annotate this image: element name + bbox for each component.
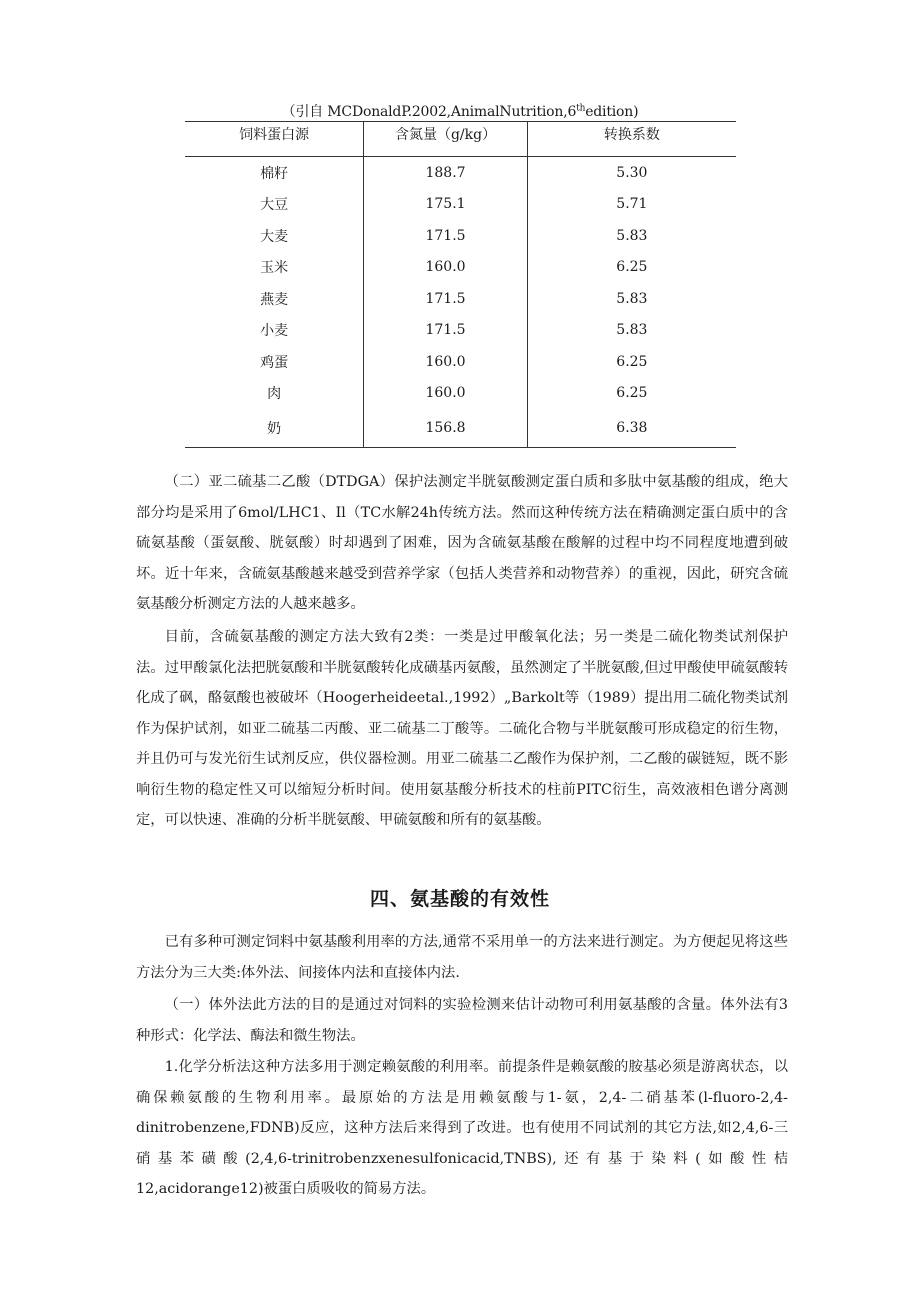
table-row bbox=[185, 189, 736, 221]
paragraph-text: 目前，含硫氨基酸的测定方法大致有2类：一类是过甲酸氧化法；另一类是二硫化物类试剂保护法。过甲酸氯化法把胱氨酸和半胱氨酸转化成磺基丙氨酸，虽然测定了半胱氨酸,但过甲酸使甲硫氨酸转化成了砜，酪氨酸也被破坏（Hoogerheideetal.,1992）„Barkolt等（1989）提出用二硫化物类试剂作为保护试剂，如亚二硫基二丙酸、亚二硫基二丁酸等。二硫化合物与半胱氨酸可形成稳定的衍生物，并且仍可与发光衍生试剂反应，供仪器检测。用亚二硫基二乙酸作为保护剂，二乙酸的碳链短，既不影响衍生物的稳定性又可以缩短分析时间。使用氨基酸分析技术的柱前PITC衍生，高效液相色谱分离测定，可以快速、准确的分析半胱氨酸、甲硫氨酸和所有的氨基酸。 bbox=[136, 629, 788, 828]
table-row bbox=[185, 157, 736, 189]
table-row bbox=[185, 220, 736, 252]
cell-source: 燕麦 bbox=[260, 291, 289, 308]
nitrogen-conversion-table bbox=[185, 121, 736, 448]
header-nitrogen-content: 含氮量（g/kg） bbox=[364, 122, 528, 157]
paragraph-availability-intro bbox=[136, 927, 788, 988]
cell-source: 小麦 bbox=[260, 323, 289, 340]
table-row bbox=[185, 252, 736, 284]
paragraph-text: （二）亚二硫基二乙酸（DTDGA）保护法测定半胱氨酸测定蛋白质和多肽中氨基酸的组成，绝大部分均是采用了6mol/LHC1、Il（TC水解24h传统方法。然而这种传统方法在精确测定蛋白质中的含硫氨基酸（蛋氨酸、胱氨酸）时却遇到了困难，因为含硫氨基酸在酸解的过程中均不同程度地遭到破坏。近十年来，含硫氨基酸越来越受到营养学家（包括人类营养和动物营养）的重视，因此，研究含硫氨基酸分析测定方法的人越来越多。 bbox=[136, 474, 788, 612]
caption-suffix: edition) bbox=[585, 104, 639, 120]
cell-factor: 6.38 bbox=[527, 409, 736, 448]
section-heading: 四、氨基酸的有效性 bbox=[369, 888, 550, 910]
cell-source: 奶 bbox=[185, 409, 364, 448]
paragraph-sulfur-amino-methods bbox=[136, 622, 788, 836]
table-row bbox=[185, 409, 736, 448]
cell-source: 棉籽 bbox=[260, 165, 289, 182]
caption-superscript: th bbox=[576, 103, 586, 114]
cell-source: 大豆 bbox=[260, 197, 289, 214]
paragraph-in-vitro bbox=[136, 990, 788, 1051]
table-caption bbox=[0, 101, 920, 121]
cell-nitrogen: 156.8 bbox=[364, 409, 528, 448]
cell-source: 鸡蛋 bbox=[260, 354, 289, 371]
cell-factor: 5.83 bbox=[527, 220, 736, 252]
table-row bbox=[185, 283, 736, 315]
cell-factor: 5.71 bbox=[527, 189, 736, 221]
cell-nitrogen: 188.7 bbox=[364, 157, 528, 189]
header-conversion-factor: 转换系数 bbox=[527, 122, 736, 157]
cell-nitrogen: 160.0 bbox=[364, 378, 528, 410]
cell-factor: 5.83 bbox=[527, 283, 736, 315]
cell-nitrogen: 160.0 bbox=[364, 346, 528, 378]
paragraph-text: 1.化学分析法这种方法多用于测定赖氨酸的利用率。前提条件是赖氨酸的胺基必须是游离状态，以确保赖氨酸的生物利用率。最原始的方法是用赖氨酸与1-氨，2,4-二硝基苯(l-fluoro-2,4-dinitrobenzene,FDNB)反应，这种方法后来得到了改进。也有使用不同试剂的其它方法,如2,4,6-三硝基苯磺酸(2,4,6-trinitrobenzxenesulfonicacid,TNBS),还有基于染料(如酸性桔12,acidorange12)被蛋白质吸收的简易方法。 bbox=[136, 1059, 788, 1197]
cell-nitrogen: 171.5 bbox=[364, 283, 528, 315]
paragraph-text: 已有多种可测定饲料中氨基酸利用率的方法,通常不采用单一的方法来进行测定。为方便起见将这些方法分为三大类:体外法、间接体内法和直接体内法. bbox=[136, 934, 788, 981]
cell-factor: 5.30 bbox=[527, 157, 736, 189]
cell-nitrogen: 171.5 bbox=[364, 220, 528, 252]
cell-factor: 5.83 bbox=[527, 315, 736, 347]
caption-prefix: （引自 MCDonaldP.2002,AnimalNutrition,6 bbox=[281, 104, 577, 120]
paragraph-chemical-analysis bbox=[136, 1052, 788, 1205]
cell-source: 玉米 bbox=[260, 260, 289, 277]
cell-factor: 6.25 bbox=[527, 346, 736, 378]
table-row bbox=[185, 346, 736, 378]
cell-nitrogen: 171.5 bbox=[364, 315, 528, 347]
table-row bbox=[185, 315, 736, 347]
cell-source: 肉 bbox=[267, 386, 282, 403]
paragraph-text: （一）体外法此方法的目的是通过对饲料的实验检测来估计动物可利用氨基酸的含量。体外法有3种形式：化学法、酶法和微生物法。 bbox=[136, 997, 788, 1044]
cell-nitrogen: 175.1 bbox=[364, 189, 528, 221]
cell-nitrogen: 160.0 bbox=[364, 252, 528, 284]
cell-factor: 6.25 bbox=[527, 378, 736, 410]
table-header-row bbox=[185, 122, 736, 157]
table-row bbox=[185, 378, 736, 410]
header-protein-source: 饲料蛋白源 bbox=[185, 122, 364, 157]
cell-factor: 6.25 bbox=[527, 252, 736, 284]
cell-source: 大麦 bbox=[260, 228, 289, 245]
paragraph-dtdga-method bbox=[136, 467, 788, 620]
